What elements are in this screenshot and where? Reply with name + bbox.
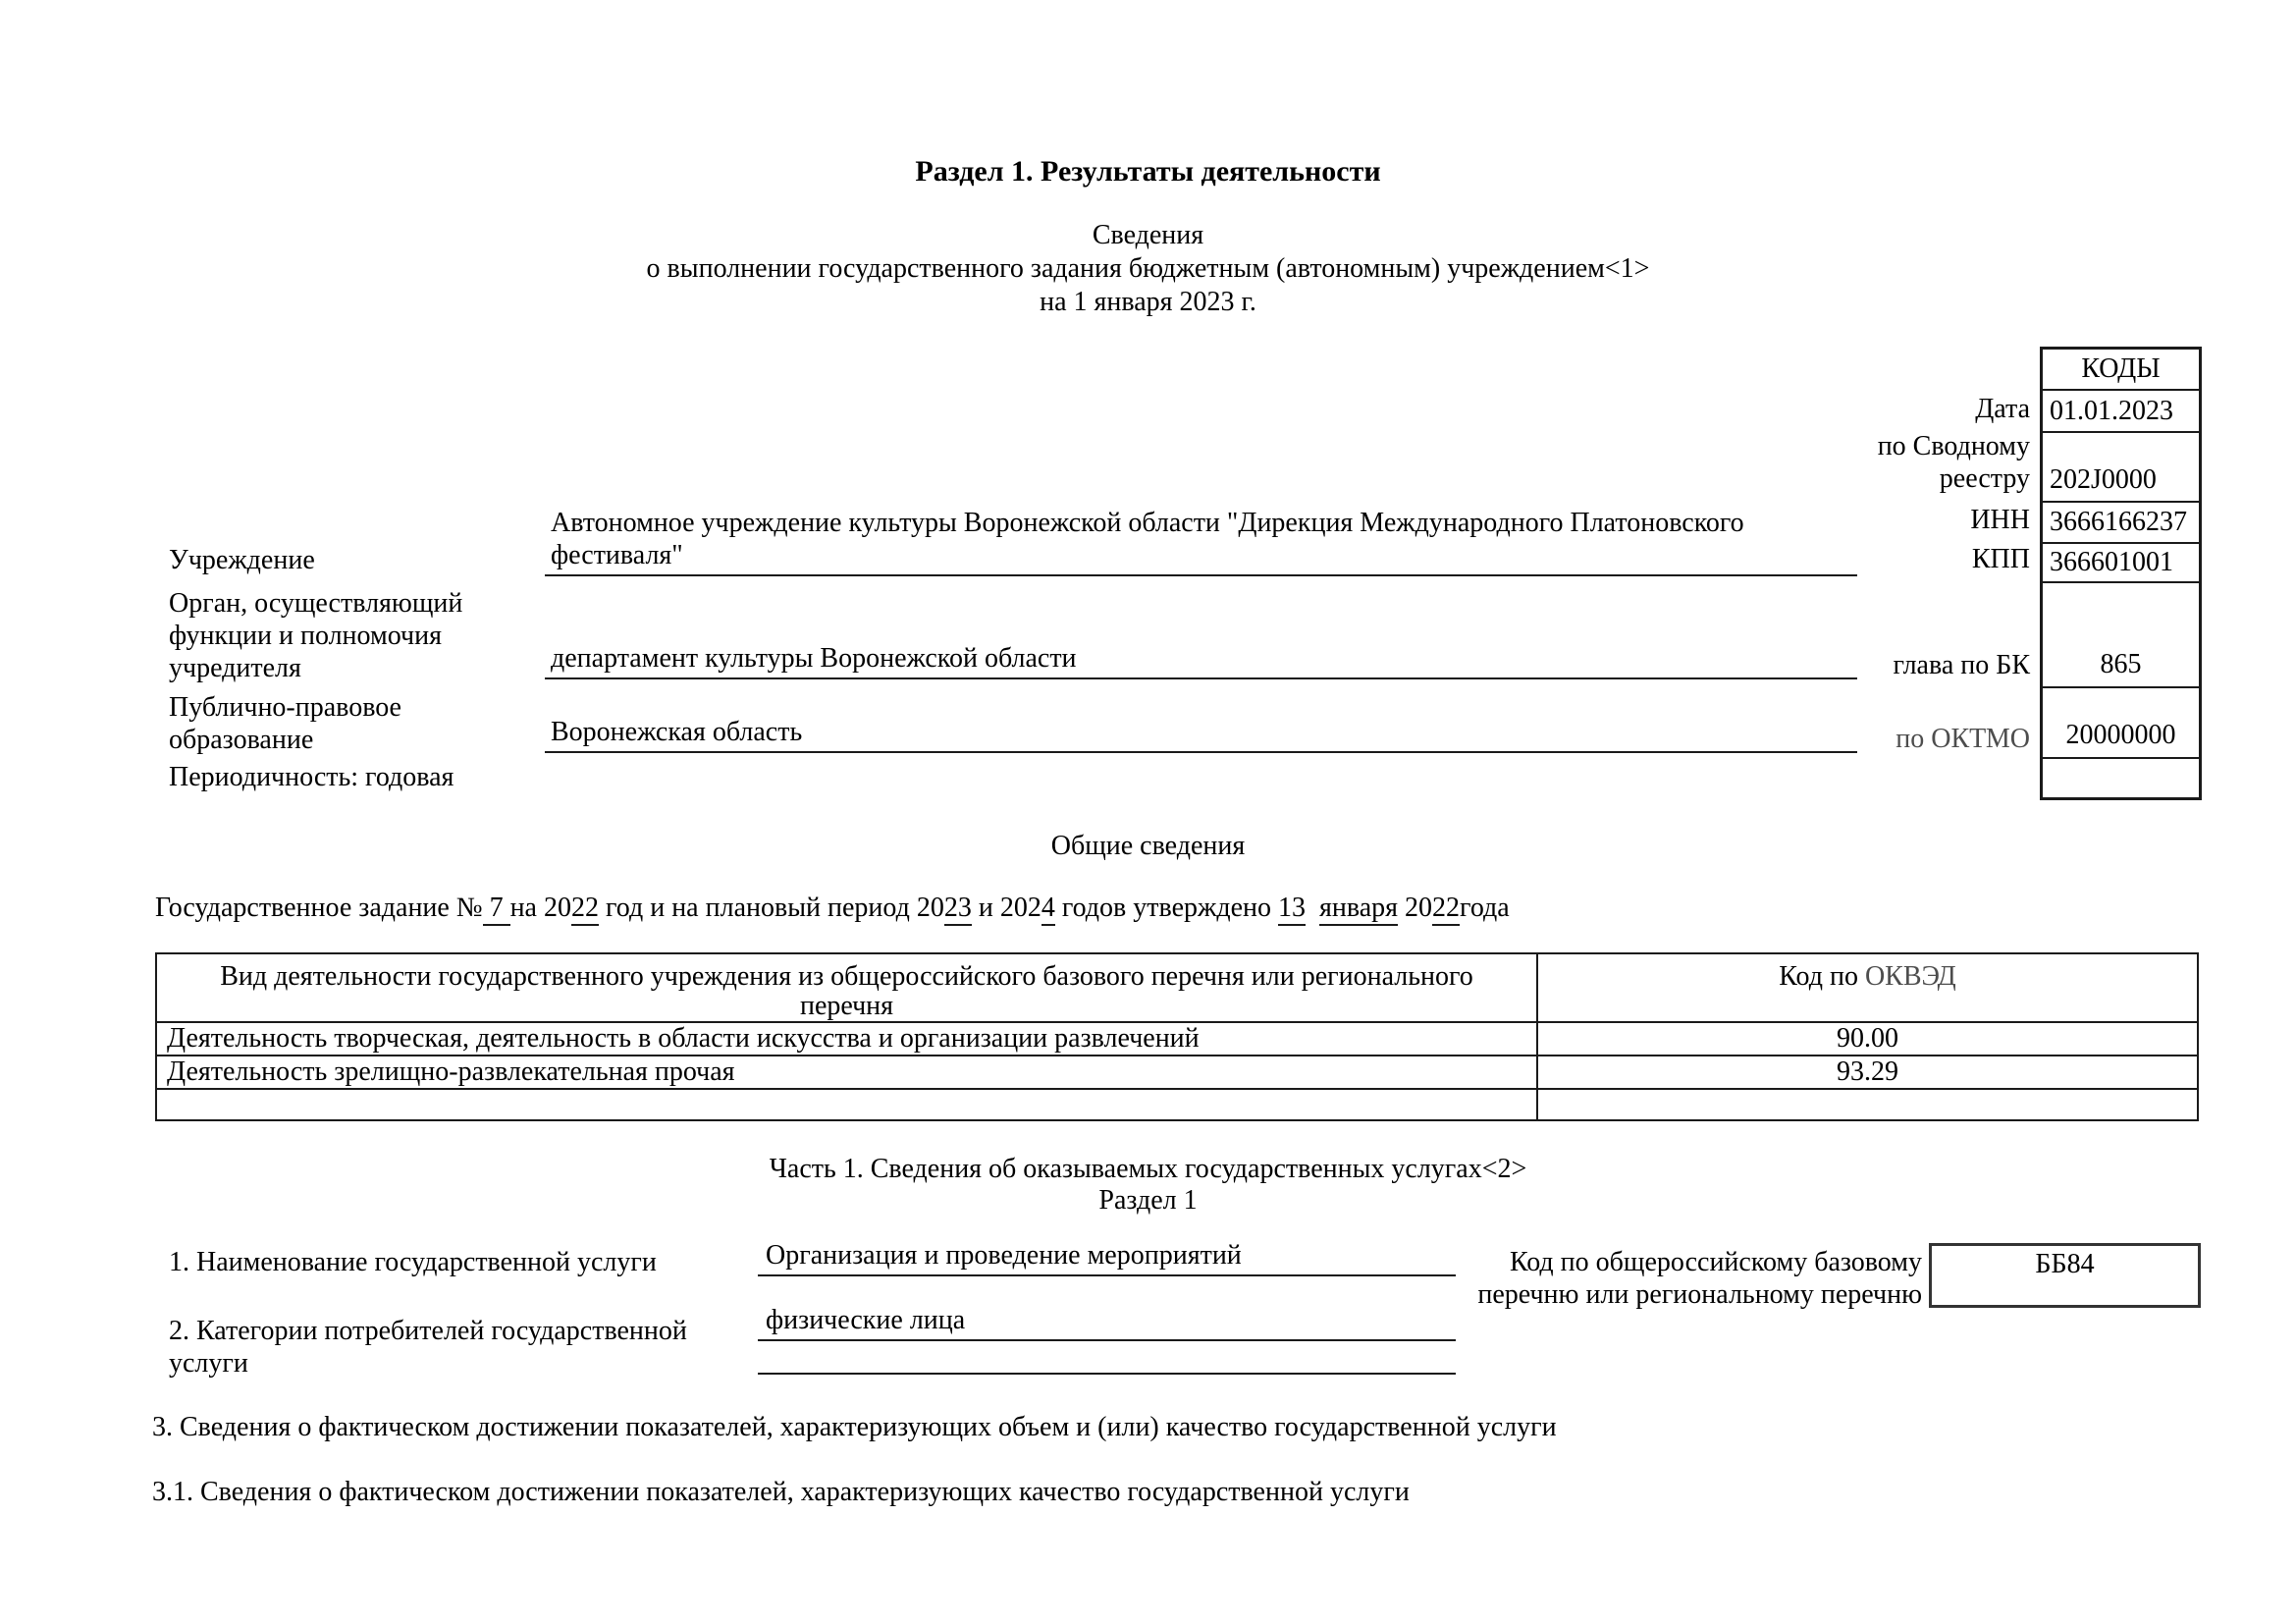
activity-row-code: 90.00 (1537, 1022, 2198, 1056)
activity-col2-header (1537, 953, 2198, 1022)
periodicity-label: Периодичность: годовая (169, 762, 454, 792)
task-month-field: января (1319, 893, 1398, 926)
codes-header: КОДЫ (2081, 353, 2161, 384)
part1-title: Часть 1. Сведения об оказываемых государственных услугах<2> (769, 1154, 1527, 1184)
okved-header-term: ОКВЭД (1864, 961, 1956, 992)
item3-text: 3. Сведения о фактическом достижении показателей, характеризующих объем и (или) качество государственной услуги (152, 1412, 1557, 1442)
task-text: годов утверждено (1054, 893, 1278, 923)
task-year-field: 22 (571, 893, 599, 926)
codes-label-kpp: КПП (1971, 544, 2030, 574)
consumer-category-blank-line (758, 1373, 1456, 1375)
item3-1-text: 3.1. Сведения о фактическом достижении показателей, характеризующих качество государственной услуги (152, 1477, 1410, 1507)
subtitle-line3: на 1 января 2023 г. (1040, 287, 1256, 317)
codes-label-inn: ИНН (1970, 505, 2030, 535)
codes-empty-cell (2043, 757, 2199, 797)
codes-value-kpp: 366601001 (2043, 542, 2199, 581)
institution-label: Учреждение (169, 545, 315, 575)
consumer-category-value: физические лица (758, 1308, 1456, 1341)
task-text (1306, 893, 1319, 923)
task-plan-year2-field: 4 (1041, 893, 1055, 926)
service-name-label: 1. Наименование государственной услуги (169, 1247, 657, 1277)
activity-col1-header-line2: перечня (799, 991, 894, 1021)
activity-row-name: Деятельность творческая, деятельность в области искусства и организации развлечений (156, 1022, 1537, 1056)
service-code-label: Код по общероссийскому базовому перечню или региональному перечню (1477, 1247, 1922, 1310)
task-day-field: 13 (1278, 893, 1306, 926)
service-name-value: Организация и проведение мероприятий (758, 1243, 1456, 1276)
service-code-box: ББ84 (1929, 1243, 2201, 1308)
codes-label-date: Дата (1975, 394, 2030, 424)
subtitle-line2: о выполнении государственного задания бюджетным (автономным) учреждением<1> (646, 253, 1650, 284)
activity-row-name: Деятельность зрелищно-развлекательная прочая (156, 1056, 1537, 1089)
part1-section: Раздел 1 (1098, 1185, 1198, 1216)
subtitle-line1: Сведения (1092, 220, 1204, 250)
task-number-field: 7 (483, 893, 510, 926)
activity-col1-header-line1: Вид деятельности государственного учреждения из общероссийского базового перечня или регионального (220, 961, 1473, 992)
task-text: и 202 (971, 893, 1041, 923)
activity-col1-header (156, 953, 1537, 1022)
codes-label-bk: глава по БК (1893, 650, 2030, 680)
codes-value-inn: 3666166237 (2043, 501, 2199, 542)
general-section-title: Общие сведения (1050, 831, 1246, 861)
codes-value-date: 01.01.2023 (2043, 389, 2199, 431)
task-text: года (1460, 893, 1510, 923)
task-text: Государственное задание № (155, 893, 483, 923)
okved-header-prefix: Код по (1779, 961, 1865, 992)
institution-value: Автономное учреждение культуры Воронежской области "Дирекция Международного Платоновского фестиваля" (545, 541, 1857, 576)
task-approve-year-field: 22 (1432, 893, 1460, 926)
codes-table (2040, 347, 2202, 800)
founder-value: департамент культуры Воронежской области (545, 647, 1857, 679)
page-title: Раздел 1. Результаты деятельности (915, 155, 1381, 188)
task-plan-year1-field: 23 (944, 893, 972, 926)
activity-row-name (156, 1089, 1537, 1120)
public-entity-value: Воронежская область (545, 720, 1857, 753)
activity-table (155, 952, 2199, 1121)
task-text: на 20 (509, 893, 571, 923)
state-task-line (155, 892, 1510, 924)
founder-label: Орган, осуществляющий функции и полномочия учредителя (169, 588, 463, 683)
public-entity-label: Публично-правовое образование (169, 692, 401, 755)
activity-row-code (1537, 1089, 2198, 1120)
task-text: 20 (1398, 893, 1433, 923)
consumer-category-label: 2. Категории потребителей государственной услуги (169, 1316, 687, 1379)
codes-label-registry: по Сводному реестру (1877, 431, 2030, 494)
codes-value-registry: 202J0000 (2043, 431, 2199, 501)
activity-row-code: 93.29 (1537, 1056, 2198, 1089)
codes-label-oktmo: по ОКТМО (1896, 724, 2030, 754)
task-text: год и на плановый период 20 (598, 893, 944, 923)
codes-value-bk: 865 (2043, 581, 2199, 686)
codes-value-oktmo: 20000000 (2043, 686, 2199, 757)
